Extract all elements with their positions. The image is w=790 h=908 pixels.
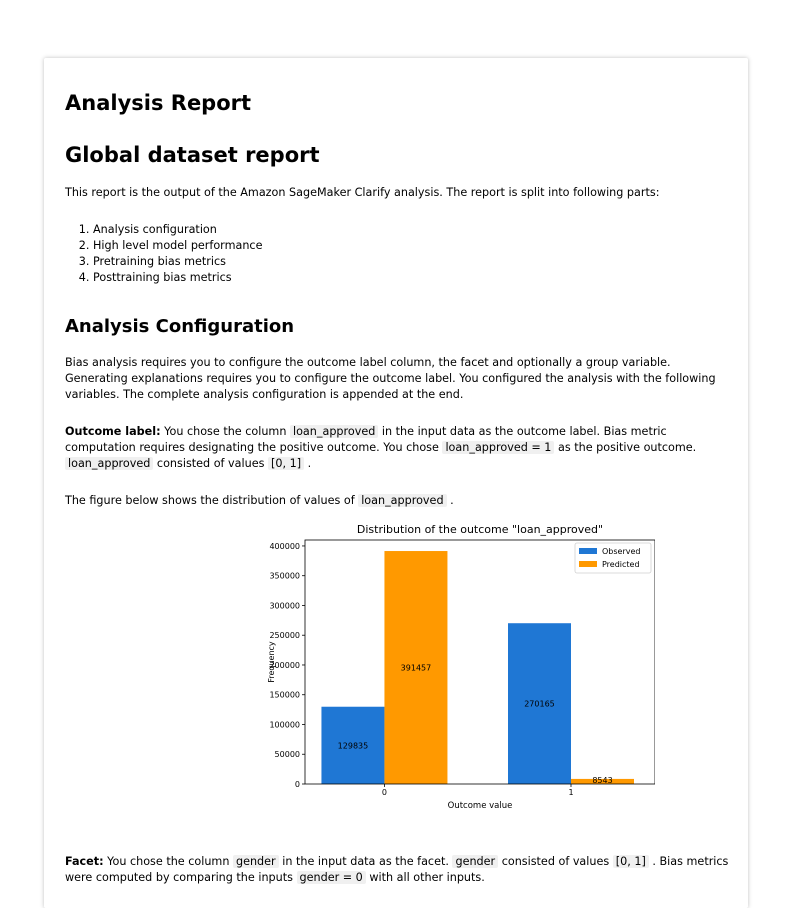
bar-value-label: 8543 bbox=[592, 776, 613, 785]
code-span: gender = 0 bbox=[297, 871, 366, 884]
code-span: loan_approved bbox=[290, 425, 378, 438]
x-tick-label: 1 bbox=[568, 788, 574, 797]
report-card bbox=[44, 58, 748, 908]
figure-intro bbox=[65, 493, 735, 509]
text: in the input data as the facet. bbox=[278, 855, 453, 868]
code-span: [0, 1] bbox=[613, 855, 649, 868]
y-tick-label: 50000 bbox=[274, 750, 300, 760]
text: consisted of values bbox=[153, 457, 268, 470]
bar-value-label: 270165 bbox=[524, 699, 555, 709]
parts-list bbox=[65, 222, 262, 286]
y-tick-label: 350000 bbox=[269, 571, 300, 581]
y-tick-label: 0 bbox=[294, 780, 300, 789]
list-item: 1. Analysis configuration bbox=[93, 222, 262, 238]
code-span: loan_approved bbox=[358, 494, 446, 507]
text: You chose the column bbox=[103, 855, 233, 868]
code-span: loan_approved = 1 bbox=[442, 441, 554, 454]
chart-svg bbox=[215, 520, 655, 820]
code-span: [0, 1] bbox=[268, 457, 304, 470]
y-tick-label: 250000 bbox=[269, 631, 300, 641]
section-heading: Analysis Configuration bbox=[65, 316, 295, 337]
y-tick-label: 200000 bbox=[269, 660, 300, 670]
legend-swatch-observed bbox=[579, 548, 597, 554]
list-item: 3. Pretraining bias metrics bbox=[93, 254, 262, 270]
facet-paragraph bbox=[65, 854, 735, 886]
facet-term: Facet: bbox=[65, 855, 104, 868]
report-subtitle: Global dataset report bbox=[65, 143, 320, 167]
list-item: 4. Posttraining bias metrics bbox=[93, 270, 262, 286]
text: You chose the column bbox=[160, 425, 290, 438]
text: as the positive outcome. bbox=[554, 441, 697, 454]
legend-label: Observed bbox=[602, 547, 641, 556]
outcome-label-term: Outcome label: bbox=[65, 425, 161, 438]
text: with all other inputs. bbox=[365, 871, 485, 884]
legend-label: Predicted bbox=[602, 560, 640, 569]
y-axis-label: Frequency bbox=[267, 641, 276, 683]
x-axis-label: Outcome value bbox=[447, 801, 513, 811]
list-item: 2. High level model performance bbox=[93, 238, 262, 254]
intro-text: This report is the output of the Amazon SageMaker Clarify analysis. The report is split into following parts: bbox=[65, 186, 660, 199]
code-span: gender bbox=[452, 855, 498, 868]
x-tick-label: 0 bbox=[381, 788, 387, 797]
y-tick-label: 150000 bbox=[269, 690, 300, 700]
text: . bbox=[304, 457, 312, 470]
code-span: loan_approved bbox=[65, 457, 153, 470]
outcome-label-paragraph bbox=[65, 424, 735, 472]
text: The figure below shows the distribution of values of bbox=[65, 494, 359, 507]
config-description: Bias analysis requires you to configure the outcome label column, the facet and optionally a group variable. Generating explanations requires you to configure the outcome label. You configured the analysis with the following variables. The complete analysis configuration is appended at the end. bbox=[65, 356, 716, 401]
bar-value-label: 391457 bbox=[400, 663, 432, 673]
text: in the input data as the outcome label. Bias metric computation requires designating the positive outcome. You chose bbox=[65, 425, 667, 454]
code-span: gender bbox=[233, 855, 279, 868]
outcome-distribution-chart bbox=[215, 520, 655, 820]
report-title: Analysis Report bbox=[65, 91, 252, 115]
text: . Bias metrics were computed by comparing the inputs bbox=[65, 855, 729, 884]
bar-value-label: 129835 bbox=[337, 741, 369, 751]
legend-swatch-predicted bbox=[579, 561, 597, 567]
y-tick-label: 300000 bbox=[269, 601, 300, 611]
text: consisted of values bbox=[498, 855, 613, 868]
y-tick-label: 100000 bbox=[269, 720, 300, 730]
text: . bbox=[446, 494, 454, 507]
y-tick-label: 400000 bbox=[269, 541, 300, 551]
chart-title: Distribution of the outcome "loan_approved" bbox=[356, 523, 604, 536]
